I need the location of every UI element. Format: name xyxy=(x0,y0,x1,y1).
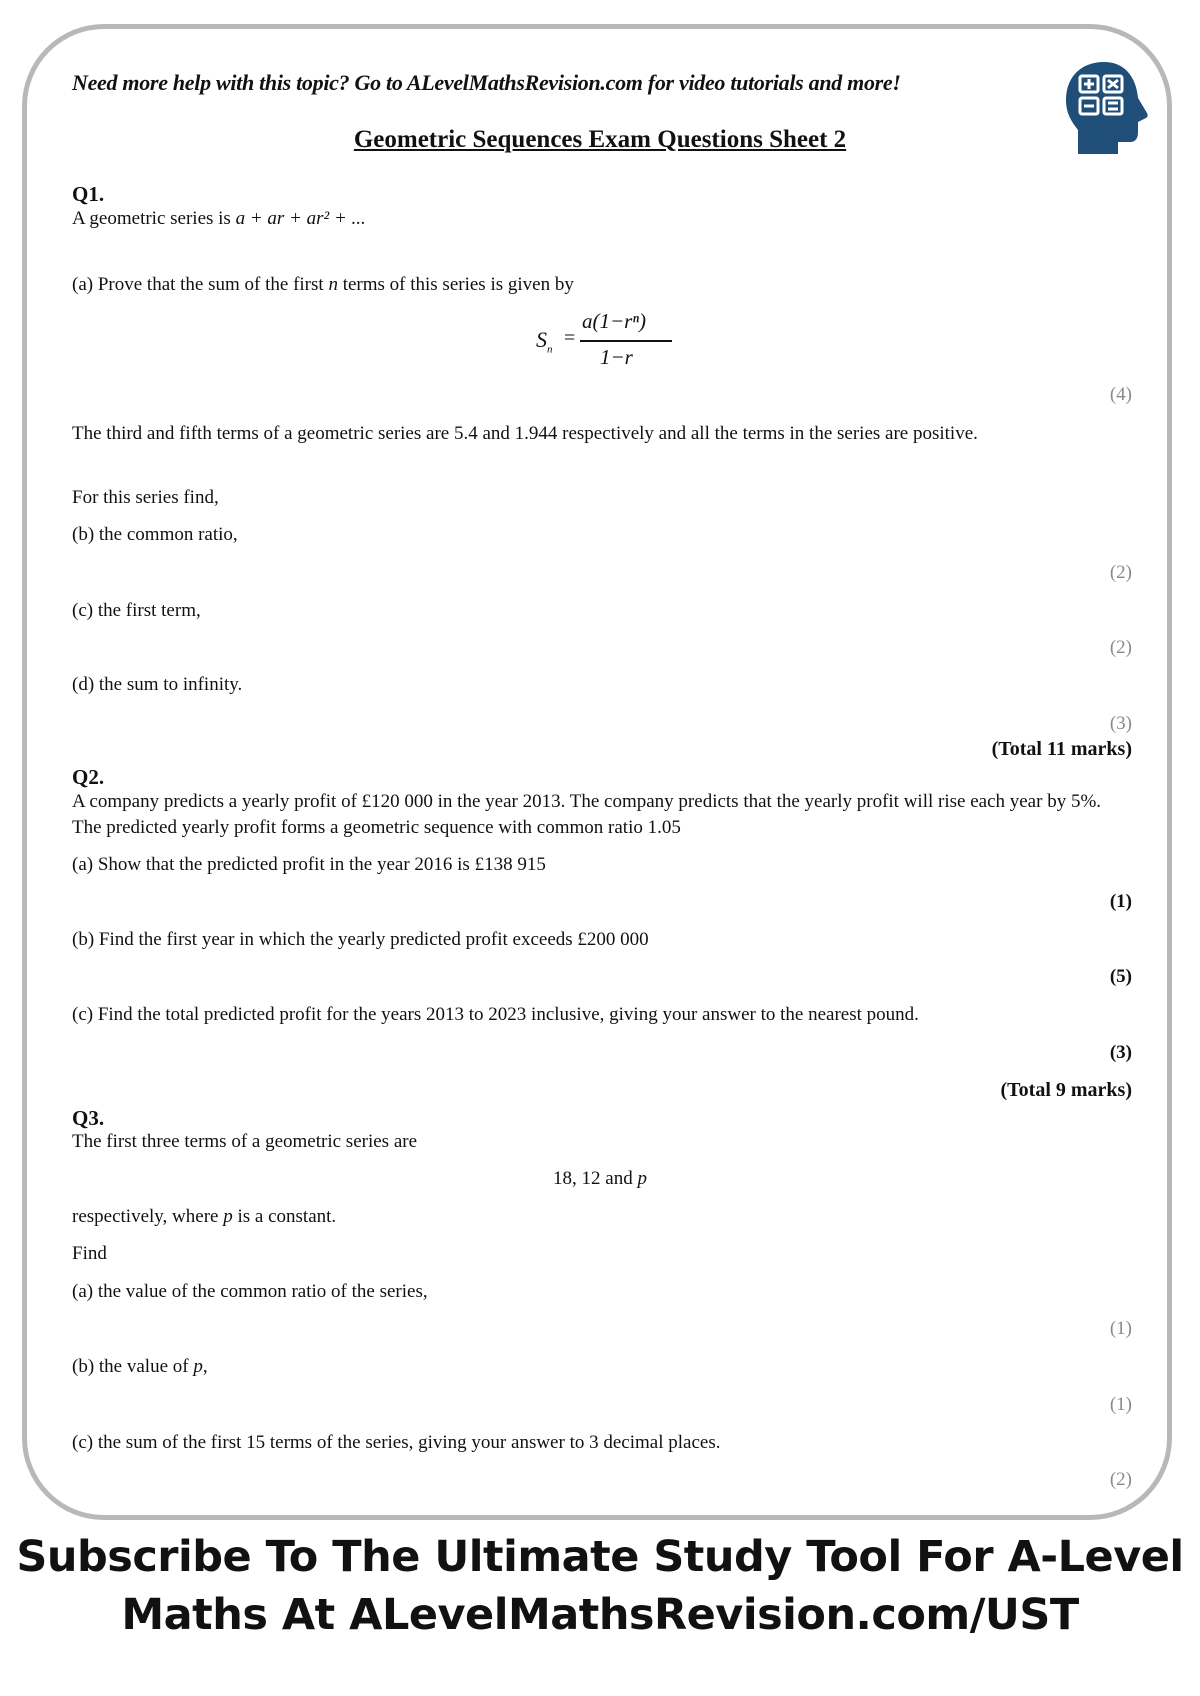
q1-mark-a: (4) xyxy=(1109,384,1132,405)
q2-mark-a: (1) xyxy=(1109,891,1132,912)
q3-part-a: (a) the value of the common ratio of the series, xyxy=(72,1281,428,1302)
help-banner[interactable]: Need more help with this topic? Go to ALevelMathsRevision.com for video tutorials and more! xyxy=(72,70,901,95)
q3-mark-b: (1) xyxy=(1109,1394,1132,1415)
q1-part-d: (d) the sum to infinity. xyxy=(72,674,243,695)
q3-label: Q3. xyxy=(72,1106,105,1130)
q3-intro: The first three terms of a geometric series are xyxy=(72,1131,418,1152)
q2-label: Q2. xyxy=(72,765,105,789)
q2-part-a: (a) Show that the predicted profit in the year 2016 is £138 915 xyxy=(72,854,546,875)
subscribe-line-1: Subscribe To The Ultimate Study Tool For A-Level xyxy=(16,1532,1184,1582)
q3-part-c: (c) the sum of the first 15 terms of the series, giving your answer to 3 decimal places. xyxy=(72,1432,721,1453)
q1-part-b: (b) the common ratio, xyxy=(72,524,238,545)
q2-part-c: (c) Find the total predicted profit for the years 2013 to 2023 inclusive, giving your answer to the nearest pound. xyxy=(72,1004,919,1025)
page-title: Geometric Sequences Exam Questions Sheet 2 xyxy=(353,126,847,153)
q1-intro: A geometric series is a + ar + ar² + ... xyxy=(72,208,366,229)
q1-mark-c: (2) xyxy=(1109,637,1132,658)
subscribe-banner[interactable] xyxy=(0,1528,1200,1644)
q1-mark-d: (3) xyxy=(1109,713,1132,734)
q1-total: (Total 11 marks) xyxy=(991,738,1132,760)
q1-part-c: (c) the first term, xyxy=(72,600,201,621)
q1-context: The third and fifth terms of a geometric series are 5.4 and 1.944 respectively and all the terms in the series are positive. xyxy=(72,423,978,444)
q1-mark-b: (2) xyxy=(1109,562,1132,583)
q3-part-b: (b) the value of p, xyxy=(72,1356,208,1377)
q2-total: (Total 9 marks) xyxy=(1000,1079,1132,1101)
q2-intro: A company predicts a yearly profit of £120 000 in the year 2013. The company predicts that the yearly profit will rise each year by 5%. The predicted yearly profit forms a geometric sequence with common ratio 1.05 xyxy=(72,791,1102,838)
subscribe-line-2: Maths At ALevelMathsRevision.com/UST xyxy=(121,1590,1079,1640)
q3-mark-a: (1) xyxy=(1109,1318,1132,1339)
q3-find: Find xyxy=(72,1243,107,1264)
q2-mark-b: (5) xyxy=(1109,966,1132,987)
q1-part-a: (a) Prove that the sum of the first n terms of this series is given by xyxy=(72,274,574,295)
sum-formula: $S_n$ = a(1−rⁿ) 1−r xyxy=(530,305,680,375)
q1-for-this: For this series find, xyxy=(72,487,219,508)
q2-part-b: (b) Find the first year in which the yearly predicted profit exceeds £200 000 xyxy=(72,929,649,950)
q1-label: Q1. xyxy=(72,182,105,206)
q3-respectively: respectively, where p is a constant. xyxy=(72,1206,337,1227)
q2-mark-c: (3) xyxy=(1109,1042,1132,1063)
q3-mark-c: (2) xyxy=(1109,1469,1132,1490)
q3-terms: 18, 12 and p xyxy=(553,1168,647,1189)
